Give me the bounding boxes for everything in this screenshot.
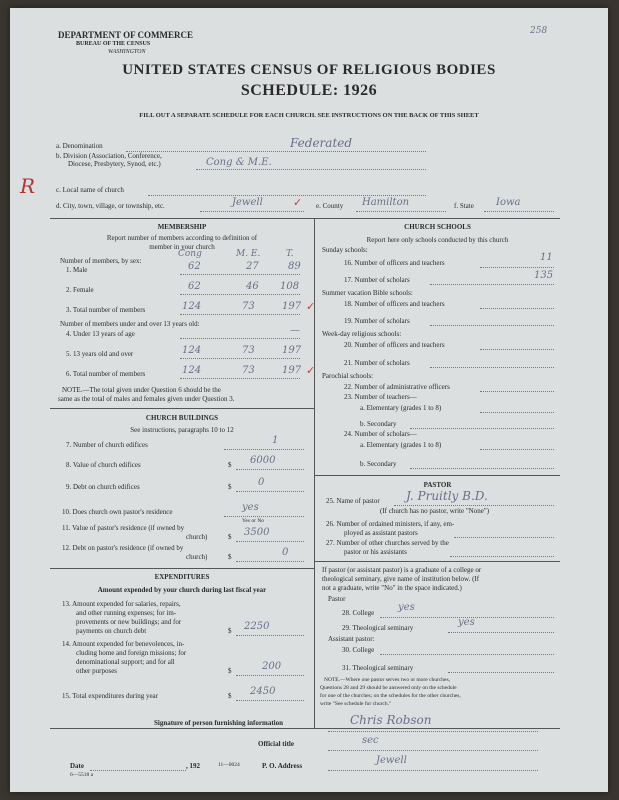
q26-label-2: ployed as assistant pastors xyxy=(344,529,418,537)
q16-value: 11 xyxy=(540,252,553,263)
female-label: 2. Female xyxy=(66,286,94,294)
q19-label: 19. Number of scholars xyxy=(344,317,410,325)
state-label: f. State xyxy=(454,202,474,210)
buildings-intro: See instructions, paragraphs 10 to 12 xyxy=(130,426,234,434)
college-value: yes xyxy=(398,602,415,613)
instructions-line: FILL OUT A SEPARATE SCHEDULE FOR EACH CHURCH. SEE INSTRUCTIONS ON THE BACK OF THIS SHEET xyxy=(139,112,479,119)
dollar-13: $ xyxy=(228,627,232,635)
q23a-label: a. Elementary (grades 1 to 8) xyxy=(360,404,442,412)
schools-intro: Report here only schools conducted by this church xyxy=(366,236,509,244)
q30-label: 30. College xyxy=(342,646,375,654)
exp15-value: 2450 xyxy=(250,686,276,697)
date-label: Date xyxy=(70,762,84,770)
dollar-9: $ xyxy=(228,483,232,491)
female-me: 46 xyxy=(246,281,259,292)
col-head-total: T. xyxy=(286,249,294,259)
total6-cong: 124 xyxy=(182,365,202,376)
q28-label: 28. College xyxy=(342,609,375,617)
q23b-label: b. Secondary xyxy=(360,420,397,428)
grad-instr-3: not a graduate, write "No" in the space indicated.) xyxy=(322,584,462,592)
state-value: Iowa xyxy=(496,197,521,208)
q17-label: 17. Number of scholars xyxy=(344,276,410,284)
expenditures-title: EXPENDITURES xyxy=(154,573,210,581)
pastor-note-3: for one of the churches; on the schedules for the other churches, xyxy=(320,693,461,699)
under-13-label: 4. Under 13 years of age xyxy=(66,330,135,338)
female-total: 108 xyxy=(280,281,300,292)
date-year: , 192 xyxy=(186,762,200,770)
q17-value: 135 xyxy=(534,270,554,281)
city-header: WASHINGTON xyxy=(108,49,146,55)
exp13-line1: 13. Amount expended for salaries, repairs, xyxy=(62,600,181,608)
buildings-title: CHURCH BUILDINGS xyxy=(145,414,219,422)
official-title-value: sec xyxy=(362,735,379,746)
dept-label: DEPARTMENT OF COMMERCE xyxy=(58,30,194,40)
q20-label: 20. Number of officers and teachers xyxy=(344,341,445,349)
over-13-total: 197 xyxy=(282,345,302,356)
red-check-mark: ✓ xyxy=(293,197,303,209)
total6-me: 73 xyxy=(242,365,255,376)
division-label: b. Division (Association, Conference, xyxy=(56,152,162,160)
po-address-value: Jewell xyxy=(376,755,407,766)
county-label: e. County xyxy=(316,202,344,210)
q31-label: 31. Theological seminary xyxy=(342,664,414,672)
census-schedule-sheet xyxy=(10,8,608,792)
exp13-value: 2250 xyxy=(244,621,270,632)
exp14-line3: denominational support; and for all xyxy=(76,658,175,666)
q24-label: 24. Number of scholars— xyxy=(344,430,417,438)
exp13-line2: and other running expenses; for im- xyxy=(76,609,177,617)
form-number: 6—5518 a xyxy=(70,772,94,778)
q25-label: 25. Name of pastor xyxy=(326,497,380,505)
dollar-12: $ xyxy=(228,553,232,561)
edifice-debt-label: 9. Debt on church edifices xyxy=(66,483,140,491)
q24b-label: b. Secondary xyxy=(360,460,397,468)
official-title-label: Official title xyxy=(258,740,294,748)
edifices-value: 1 xyxy=(272,435,279,446)
pastor-name: J. Pruitly B.D. xyxy=(406,489,488,503)
membership-intro: Report number of members according to definition of xyxy=(106,234,258,242)
age-heading: Number of members under and over 13 years old: xyxy=(60,320,200,328)
red-check-total: ✓ xyxy=(306,301,316,313)
col-head-me: M. E. xyxy=(236,249,261,259)
membership-note-2: same as the total of males and females given under Question 3. xyxy=(58,395,235,403)
city-label: d. City, town, village, or township, etc. xyxy=(56,202,165,210)
membership-title: MEMBERSHIP xyxy=(157,223,207,231)
male-cong: 62 xyxy=(188,261,201,272)
total-me: 73 xyxy=(242,301,255,312)
residence-value-label: 11. Value of pastor's residence (if owned by xyxy=(62,524,185,532)
bureau-label: BUREAU OF THE CENSUS xyxy=(76,41,151,47)
residence-label: 10. Does church own pastor's residence xyxy=(62,508,173,516)
county-value: Hamilton xyxy=(362,197,410,208)
dollar-11: $ xyxy=(228,533,232,541)
q18-label: 18. Number of officers and teachers xyxy=(344,300,445,308)
parochial-schools-label: Parochial schools: xyxy=(322,372,374,380)
expenditures-intro: Amount expended by your church during last fiscal year xyxy=(97,586,267,594)
denomination-value: Federated xyxy=(290,136,353,150)
total-total: 197 xyxy=(282,301,302,312)
col-head-cong: Cong xyxy=(178,249,202,259)
form-title: UNITED STATES CENSUS OF RELIGIOUS BODIES xyxy=(122,62,496,78)
exp14-line4: other purposes xyxy=(76,667,118,675)
margin-mark-r: R xyxy=(20,174,36,198)
q22-label: 22. Number of administrative officers xyxy=(344,383,450,391)
grad-instr-1: If pastor (or assistant pastor) is a graduate of a college or xyxy=(322,566,482,574)
male-total: 89 xyxy=(288,261,301,272)
q21-label: 21. Number of scholars xyxy=(344,359,410,367)
signature-label: Signature of person furnishing information xyxy=(154,719,283,727)
schools-title: CHURCH SCHOOLS xyxy=(404,223,471,231)
total-members-label: 3. Total number of members xyxy=(66,306,146,314)
q23-label: 23. Number of teachers— xyxy=(344,393,417,401)
page-number: 258 xyxy=(530,26,548,36)
division-value: Cong & M.E. xyxy=(206,157,272,168)
red-check-total6: ✓ xyxy=(306,365,316,377)
q27-label: 27. Number of other churches served by the xyxy=(326,539,449,547)
dollar-14: $ xyxy=(228,667,232,675)
edifice-debt-value: 0 xyxy=(258,477,265,488)
over-13-label: 5. 13 years old and over xyxy=(66,350,134,358)
exp14-line2: cluding home and foreign missions; for xyxy=(76,649,187,657)
division-label-2: Diocese, Presbytery, Synod, etc.) xyxy=(68,160,161,168)
over-13-me: 73 xyxy=(242,345,255,356)
edifices-label: 7. Number of church edifices xyxy=(66,441,148,449)
weekday-schools-label: Week-day religious schools: xyxy=(322,330,402,338)
grad-instr-2: theological seminary, give name of institution below. (If xyxy=(322,575,480,583)
denomination-label: a. Denomination xyxy=(56,142,103,150)
sunday-schools-label: Sunday schools: xyxy=(322,246,368,254)
assistant-pastor-label: Assistant pastor: xyxy=(328,635,375,643)
residence-value-amount: 3500 xyxy=(244,527,270,538)
dollar-15: $ xyxy=(228,692,232,700)
male-label: 1. Male xyxy=(66,266,88,274)
q29-label: 29. Theological seminary xyxy=(342,624,414,632)
exp14-line1: 14. Amount expended for benevolences, in- xyxy=(62,640,185,648)
female-cong: 62 xyxy=(188,281,201,292)
members-by-sex-label: Number of members, by sex: xyxy=(60,257,142,265)
pastor-note-4: write "See schedule for church." xyxy=(320,701,392,707)
over-13-cong: 124 xyxy=(182,345,202,356)
membership-intro-2: member in your church xyxy=(149,243,215,251)
total-cong: 124 xyxy=(182,301,202,312)
residence-value: yes xyxy=(242,502,259,513)
residence-debt-value: 0 xyxy=(282,547,289,558)
q24a-label: a. Elementary (grades 1 to 8) xyxy=(360,441,442,449)
pastor-note-1: NOTE.—Where one pastor serves two or more churches, xyxy=(324,677,450,683)
male-me: 27 xyxy=(246,261,259,272)
membership-note: NOTE.—The total given under Question 6 should be the xyxy=(62,386,221,394)
exp13-line3: provements or new buildings; and for xyxy=(76,618,182,626)
schedule-title: SCHEDULE: 1926 xyxy=(240,82,378,99)
edifice-value: 6000 xyxy=(250,455,276,466)
edifice-value-label: 8. Value of church edifices xyxy=(66,461,141,469)
signature-value: Chris Robson xyxy=(350,713,432,727)
exp15-label: 15. Total expenditures during year xyxy=(62,692,158,700)
dollar-8: $ xyxy=(228,461,232,469)
residence-debt-label: 12. Debt on pastor's residence (if owned by xyxy=(62,544,184,552)
q26-label: 26. Number of ordained ministers, if any, em- xyxy=(326,520,455,528)
under-13-total: — xyxy=(290,325,300,336)
yes-no-caption: Yes or No xyxy=(242,518,265,524)
vacation-schools-label: Summer vacation Bible schools: xyxy=(322,289,413,297)
residence-value-label-2: church) xyxy=(186,533,208,541)
pastor-title: PASTOR xyxy=(423,481,452,489)
pastor-sub-label: Pastor xyxy=(328,595,346,603)
po-address-label: P. O. Address xyxy=(262,762,303,770)
city-value: Jewell xyxy=(232,197,263,208)
pastor-note-2: Questions 28 and 29 should be answered only on the schedule xyxy=(320,685,457,691)
exp14-value: 200 xyxy=(262,661,282,672)
total6-total: 197 xyxy=(282,365,302,376)
total-members-6-label: 6. Total number of members xyxy=(66,370,146,378)
q16-label: 16. Number of officers and teachers xyxy=(344,259,445,267)
residence-debt-label-2: church) xyxy=(186,553,208,561)
q27-label-2: pastor or his assistants xyxy=(344,548,407,556)
q25-note: (If church has no pastor, write "None") xyxy=(380,507,490,515)
seminary-value: yes xyxy=(458,617,475,628)
local-name-label: c. Local name of church xyxy=(56,186,124,194)
print-number: 11—0024 xyxy=(218,762,240,768)
exp13-line4: payments on church debt xyxy=(76,627,147,635)
